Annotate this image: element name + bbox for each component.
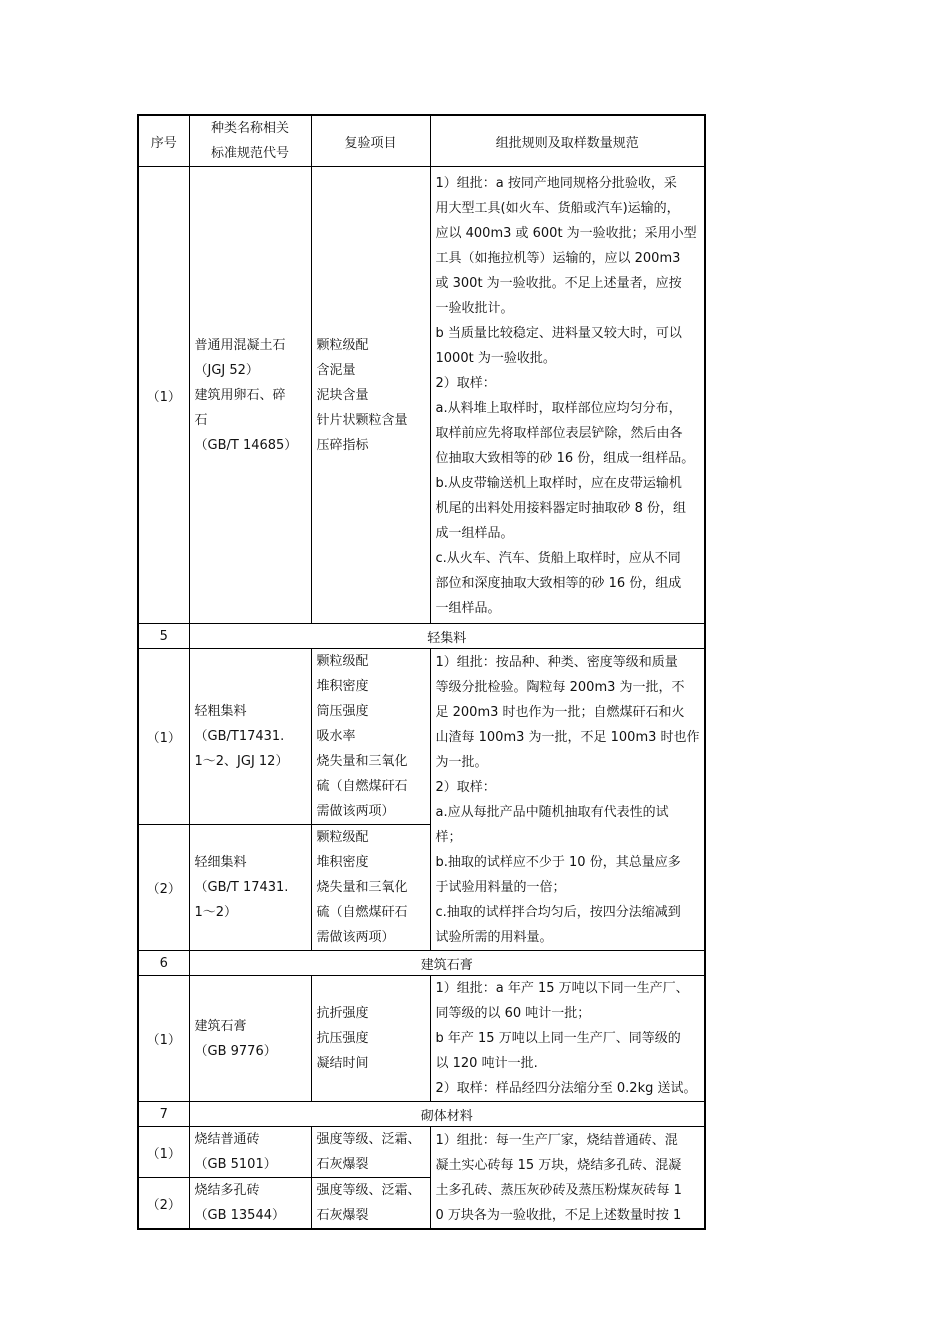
retest-items [311,649,430,825]
rule-line: b 当质量比较稳定、进料量又较大时，可以 [435,326,682,341]
material-name [189,1178,311,1230]
rule-line: 或 300t 为一验收批。不足上述量者，应按 [435,276,682,291]
material-name [189,1127,311,1178]
name-line: 1～2、JGJ 12） [194,754,289,769]
rule-line: b 年产 15 万吨以上同一生产厂、同等级的 [435,1031,681,1046]
name-line: （GB/T 14685） [194,437,298,453]
section-number: 5 [138,624,189,649]
item-line: 石灰爆裂 [316,1157,369,1172]
retest-items [311,1127,430,1178]
item-line: 泥块含量 [316,387,369,403]
material-name [189,649,311,825]
rule-line: 足 200m3 时也作为一批；自燃煤矸石和火 [435,704,685,720]
row-serial: （1） [138,976,189,1102]
item-line: 吸水率 [316,729,356,744]
materials-table [137,114,706,1230]
batch-rules [430,976,705,1102]
material-name [189,825,311,951]
section-row [138,624,705,649]
table-row [138,976,705,1102]
batch-rules [430,649,705,951]
section-title: 砌体材料 [189,1102,705,1127]
header-row [138,115,705,167]
item-line: 含泥量 [316,362,356,378]
rule-line: 1）组批：a 按同产地同规格分批验收，采 [435,176,677,191]
rule-line: 1）组批：每一生产厂家，烧结普通砖、混 [435,1132,678,1148]
row-serial: （1） [138,1127,189,1178]
header-category-line: 种类名称相关 [210,121,289,136]
item-line: 硫（自燃煤矸石 [316,905,408,920]
row-serial: （1） [138,167,189,624]
rule-line: 样； [435,829,462,845]
name-line: 建筑用卵石、碎 [194,387,286,403]
name-line: 烧结普通砖 [194,1132,260,1147]
item-line: 凝结时间 [316,1056,369,1071]
name-line: （GB/T17431. [194,729,285,744]
rule-line: 以 120 吨计一批. [435,1056,538,1071]
rule-line: b.抽取的试样应不少于 10 份，其总量应多 [435,854,681,870]
name-line: 1～2） [194,905,238,920]
section-title: 轻集料 [189,624,705,649]
section-number: 7 [138,1102,189,1127]
rule-line: 用大型工具(如火车、货船或汽车)运输的， [435,201,680,216]
name-line: （GB 13544） [194,1208,285,1223]
rule-line: 2）取样： [435,376,496,391]
item-line: 筒压强度 [316,704,369,719]
rule-line: c.从火车、汽车、货船上取样时，应从不同 [435,551,681,566]
item-line: 颗粒级配 [316,830,369,845]
rule-line: 2）取样： [435,779,496,795]
retest-items [311,167,430,624]
name-line: 烧结多孔砖 [194,1183,260,1198]
rule-line: 山渣每 100m3 为一批，不足 100m3 时也作 [435,729,700,745]
row-serial: （2） [138,1178,189,1230]
item-line: 需做该两项） [316,804,395,819]
rule-line: 1）组批：按品种、种类、密度等级和质量 [435,654,678,670]
item-line: 压碎指标 [316,437,369,453]
rule-line: 工具（如拖拉机等）运输的，应以 200m3 [435,251,681,266]
item-line: 石灰爆裂 [316,1208,369,1223]
item-line: 硫（自燃煤矸石 [316,779,408,794]
name-line: （GB 9776） [194,1043,277,1059]
table-row [138,167,705,624]
rule-line: 同等级的以 60 吨计一批； [435,1006,591,1021]
name-line: 轻细集料 [194,855,247,870]
row-serial: （2） [138,825,189,951]
item-line: 抗压强度 [316,1031,369,1046]
section-number: 6 [138,951,189,976]
table-row [138,1127,705,1178]
item-line: 需做该两项） [316,930,395,945]
rule-line: 0 万块各为一验收批，不足上述数量时按 1 [435,1207,682,1223]
item-line: 堆积密度 [316,679,369,694]
item-line: 烧失量和三氧化 [316,880,408,895]
rule-line: 一组样品。 [435,601,501,616]
rule-line: 等级分批检验。陶粒每 200m3 为一批，不 [435,679,685,695]
rule-line: 为一批。 [435,754,488,770]
header-serial: 序号 [138,115,189,167]
section-row [138,951,705,976]
retest-items [311,1178,430,1230]
rule-line: 部位和深度抽取大致相等的砂 16 份，组成 [435,576,682,591]
rule-line: 机尾的出料处用接料器定时抽取砂 8 份，组 [435,501,687,516]
rule-line: 一验收批计。 [435,301,514,316]
header-retest-items: 复验项目 [311,115,430,167]
item-line: 针片状颗粒含量 [316,412,408,428]
name-line: 普通用混凝土石 [194,337,286,353]
name-line: 石 [194,412,208,428]
retest-items [311,976,430,1102]
batch-rules [430,167,705,624]
item-line: 强度等级、泛霜、 [316,1132,421,1147]
header-category-line: 标准规范代号 [210,146,289,161]
rule-line: 取样前应先将取样部位表层铲除，然后由各 [435,426,683,441]
material-name [189,976,311,1102]
rule-line: c.抽取的试样拌合均匀后，按四分法缩减到 [435,904,681,920]
item-line: 颗粒级配 [316,337,369,353]
rule-line: 凝土实心砖每 15 万块，烧结多孔砖、混凝 [435,1157,682,1173]
header-category [189,115,311,167]
table-row [138,649,705,825]
rule-line: 应以 400m3 或 600t 为一验收批；采用小型 [435,226,697,241]
rule-line: 1000t 为一验收批。 [435,351,556,366]
name-line: （JGJ 52） [194,362,259,378]
batch-rules [430,1127,705,1230]
section-row [138,1102,705,1127]
row-serial: （1） [138,649,189,825]
rule-line: 于试验用料量的一倍； [435,879,566,895]
rule-line: a.应从每批产品中随机抽取有代表性的试 [435,804,669,820]
rule-line: 土多孔砖、蒸压灰砂砖及蒸压粉煤灰砖每 1 [435,1182,682,1198]
item-line: 强度等级、泛霜、 [316,1183,421,1198]
name-line: 建筑石膏 [194,1018,247,1034]
rule-line: 成一组样品。 [435,526,514,541]
header-batch-rules: 组批规则及取样数量规范 [430,115,705,167]
item-line: 烧失量和三氧化 [316,754,408,769]
rule-line: a.从料堆上取样时，取样部位应均匀分布， [435,401,682,416]
name-line: （GB/T 17431. [194,880,289,895]
rule-line: b.从皮带输送机上取样时，应在皮带运输机 [435,476,682,491]
rule-line: 位抽取大致相等的砂 16 份，组成一组样品。 [435,451,695,466]
rule-line: 2）取样：样品经四分法缩分至 0.2kg 送试。 [435,1081,697,1096]
name-line: 轻粗集料 [194,704,247,719]
item-line: 抗折强度 [316,1006,369,1021]
material-name [189,167,311,624]
rule-line: 1）组批：a 年产 15 万吨以下同一生产厂、 [435,981,689,996]
item-line: 堆积密度 [316,855,369,870]
name-line: （GB 5101） [194,1157,277,1172]
retest-items [311,825,430,951]
rule-line: 试验所需的用料量。 [435,929,553,945]
item-line: 颗粒级配 [316,654,369,669]
section-title: 建筑石膏 [189,951,705,976]
